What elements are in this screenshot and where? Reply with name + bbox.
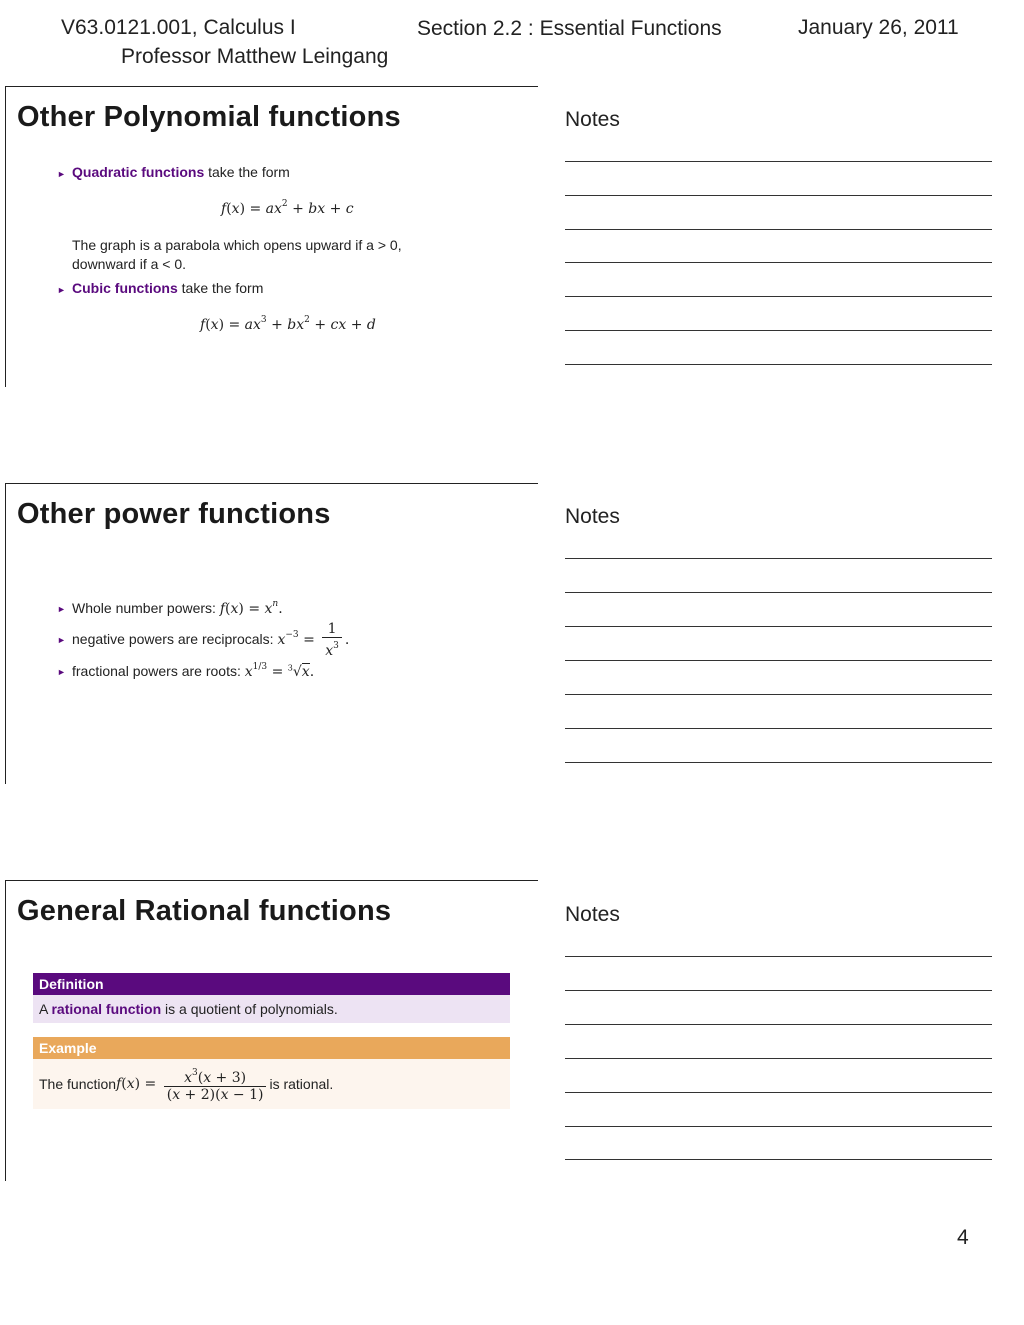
professor-name: Professor Matthew Leingang (121, 45, 389, 68)
note-line (565, 762, 992, 763)
slide-title: Other Polynomial functions (17, 101, 401, 133)
note-line (565, 592, 992, 593)
negative-power-text: negative powers are reciprocals: (72, 631, 278, 647)
negative-power-bullet (72, 621, 349, 659)
bullet-marker-icon: ► (57, 169, 66, 179)
quadratic-bullet (72, 164, 290, 180)
definition-heading: Definition (33, 973, 510, 995)
note-line (565, 364, 992, 365)
note-line (565, 1159, 992, 1160)
quadratic-term: Quadratic functions (72, 164, 205, 180)
course-title: V63.0121.001, Calculus I (61, 16, 296, 39)
slide-rational (5, 880, 538, 1181)
note-line (565, 1024, 992, 1025)
notes-label: Notes (565, 903, 620, 926)
definition-block (33, 973, 510, 1023)
page-number: 4 (957, 1226, 969, 1249)
quadratic-formula: $f(x) = ax^2$ + bx + c (221, 199, 354, 217)
slide-title: Other power functions (17, 498, 331, 530)
bullet-marker-icon: ► (57, 604, 66, 614)
slide-polynomial (5, 86, 538, 387)
whole-number-formula: $f(x) = x^n$. (219, 599, 283, 617)
example-pre: The function (39, 1076, 117, 1092)
definition-body (33, 995, 510, 1023)
negative-power-formula: $x^{-3}$ = $\frac{1}{x^3}$ . (277, 621, 350, 659)
note-line (565, 1126, 992, 1127)
note-line (565, 195, 992, 196)
example-post: is rational. (269, 1076, 334, 1092)
section-title: Section 2.2 : Essential Functions (417, 17, 722, 40)
notes-label: Notes (565, 505, 620, 528)
cubic-rest: take the form (177, 280, 264, 296)
fractional-power-text: fractional powers are roots: (72, 663, 245, 679)
whole-number-text: Whole number powers: (72, 600, 220, 616)
fractional-power-bullet (72, 662, 314, 680)
note-line (565, 229, 992, 230)
definition-post: is a quotient of polynomials. (161, 1001, 338, 1017)
note-line (565, 262, 992, 263)
note-line (565, 296, 992, 297)
whole-number-bullet (72, 599, 283, 617)
lecture-date: January 26, 2011 (798, 16, 959, 39)
notes-label: Notes (565, 108, 620, 131)
note-line (565, 161, 992, 162)
note-line (565, 330, 992, 331)
bullet-marker-icon: ► (57, 635, 66, 645)
note-line (565, 660, 992, 661)
fractional-power-formula: $x^{1/3} = ^3√x$. (244, 662, 315, 680)
note-line (565, 1058, 992, 1059)
parabola-text-2: downward if a < 0. (72, 256, 187, 272)
cubic-term: Cubic functions (72, 280, 178, 296)
note-line (565, 728, 992, 729)
example-body (33, 1059, 510, 1109)
slide-title: General Rational functions (17, 895, 392, 927)
definition-term: rational function (51, 1001, 162, 1017)
example-formula: f(x) = $\frac{x^3(x + 3)}{(x + 2)(x - 1)}$ (116, 1065, 269, 1103)
slide-power (5, 483, 538, 784)
note-line (565, 626, 992, 627)
note-line (565, 1092, 992, 1093)
note-line (565, 990, 992, 991)
quadratic-rest: take the form (204, 164, 290, 180)
parabola-text-1: The graph is a parabola which opens upward if a > 0, (72, 237, 402, 253)
definition-pre: A (39, 1001, 52, 1017)
cubic-bullet (72, 280, 263, 296)
bullet-marker-icon: ► (57, 285, 66, 295)
bullet-marker-icon: ► (57, 667, 66, 677)
note-line (565, 558, 992, 559)
note-line (565, 694, 992, 695)
note-line (565, 956, 992, 957)
cubic-formula: $f(x) = ax^3 + bx^2$ + cx + d (200, 315, 376, 333)
example-block (33, 1037, 510, 1109)
example-heading: Example (33, 1037, 510, 1059)
